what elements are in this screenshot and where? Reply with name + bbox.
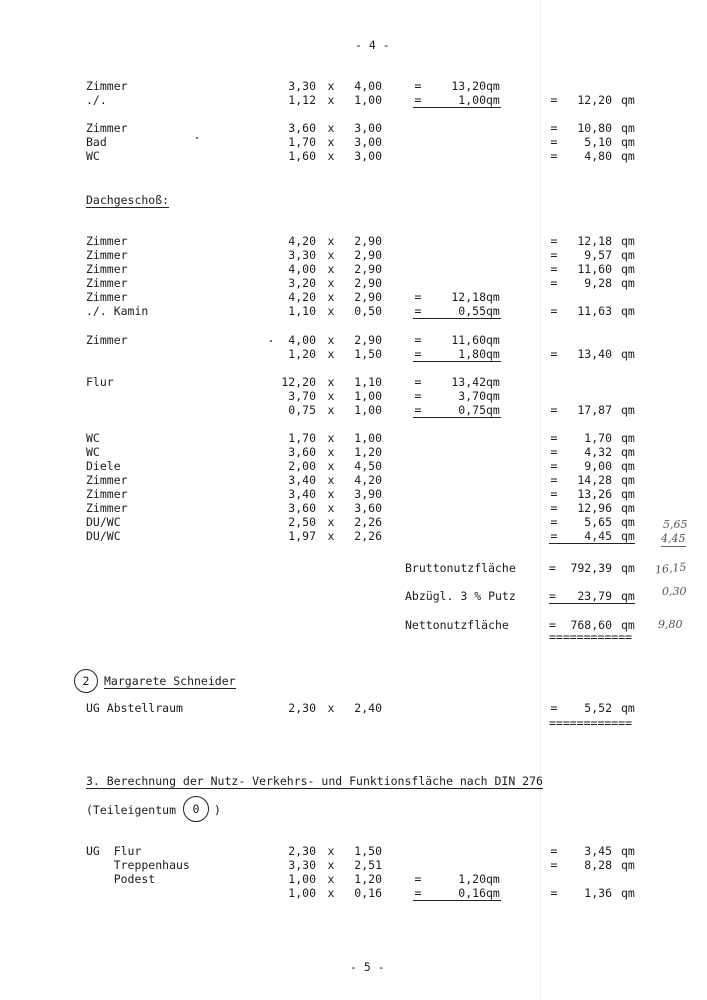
row-sub-eq: = — [414, 333, 422, 347]
row-total-unit: qm — [621, 529, 635, 543]
double-underline-abstell: ============ — [549, 716, 633, 730]
row-total-eq: = — [550, 501, 558, 515]
row-total-eq: = — [550, 515, 558, 529]
row-dim-b: 1,00 — [354, 389, 382, 403]
total-underline — [549, 530, 635, 544]
handwritten-note-2: 4,45 — [661, 532, 686, 545]
row-dim-a: 3,30 — [288, 858, 316, 872]
row-times: x — [327, 473, 335, 487]
row-total-eq: = — [550, 529, 558, 543]
summary-eq-netto: = — [549, 618, 556, 632]
row-total-eq: = — [550, 347, 558, 361]
summary-unit-netto: qm — [621, 618, 635, 632]
row-sub-eq: = — [414, 304, 422, 318]
handwritten-note-4: 0,30 — [662, 585, 687, 598]
row-total-eq: = — [550, 445, 558, 459]
scan-speck — [196, 137, 198, 139]
row-total-value: 14,28 — [577, 473, 612, 487]
summary-value-putz: 23,79 — [577, 589, 612, 603]
row-times: x — [327, 858, 335, 872]
row-total-eq: = — [550, 403, 558, 417]
scan-speck — [270, 340, 272, 342]
summary-label-putz: Abzügl. 3 % Putz — [405, 589, 516, 603]
row-total-value: 5,10 — [584, 135, 612, 149]
row-total-value: 5,65 — [584, 515, 612, 529]
row-total-unit: qm — [621, 248, 635, 262]
row-total-unit: qm — [621, 701, 635, 715]
section-title: 3. Berechnung der Nutz- Verkehrs- und Funktionsfläche nach DIN 276 — [86, 774, 543, 788]
handwritten-note-5: 9,80 — [658, 618, 683, 631]
row-label: Zimmer — [86, 473, 128, 487]
row-times: x — [327, 290, 335, 304]
owner-name: Margarete Schneider — [104, 674, 236, 688]
row-total-eq: = — [550, 701, 558, 715]
footer-page-number: - 5 - — [350, 960, 385, 974]
summary-value-netto: 768,60 — [570, 618, 612, 632]
row-dim-a: 1,00 — [288, 872, 316, 886]
row-times: x — [327, 93, 335, 107]
row-dim-b: 4,20 — [354, 473, 382, 487]
owner-number-circle — [74, 669, 98, 693]
row-total-eq: = — [550, 473, 558, 487]
row-dim-a: 3,30 — [288, 248, 316, 262]
row-total-value: 4,45 — [584, 529, 612, 543]
row-dim-a: 4,20 — [288, 290, 316, 304]
row-total-unit: qm — [621, 515, 635, 529]
row-sub-unit: qm — [486, 403, 500, 417]
row-sub-value: 12,18 — [451, 290, 486, 304]
summary-eq-brutto: = — [549, 561, 556, 575]
row-times: x — [327, 304, 335, 318]
row-label: DU/WC — [86, 529, 121, 543]
row-dim-a: 1,00 — [288, 886, 316, 900]
row-label: Treppenhaus — [86, 858, 190, 872]
row-total-eq: = — [550, 234, 558, 248]
header-page-number: - 4 - — [355, 38, 390, 52]
row-dim-b: 2,90 — [354, 333, 382, 347]
summary-unit-putz: qm — [621, 589, 635, 603]
row-times: x — [327, 333, 335, 347]
row-label: Zimmer — [86, 487, 128, 501]
row-sub-unit: qm — [486, 333, 500, 347]
row-total-unit: qm — [621, 93, 635, 107]
row-dim-a: 3,60 — [288, 501, 316, 515]
row-dim-a: 4,20 — [288, 234, 316, 248]
row-times: x — [327, 459, 335, 473]
row-times: x — [327, 248, 335, 262]
row-total-eq: = — [550, 487, 558, 501]
row-dim-a: 1,12 — [288, 93, 316, 107]
row-total-unit: qm — [621, 487, 635, 501]
row-dim-b: 2,90 — [354, 276, 382, 290]
row-dim-b: 4,00 — [354, 79, 382, 93]
row-times: x — [327, 501, 335, 515]
row-sub-value: 1,00 — [458, 93, 486, 107]
row-total-unit: qm — [621, 304, 635, 318]
row-dim-b: 0,50 — [354, 304, 382, 318]
row-dim-a: 1,20 — [288, 347, 316, 361]
row-times: x — [327, 487, 335, 501]
row-times: x — [327, 347, 335, 361]
row-total-value: 4,80 — [584, 149, 612, 163]
summary-label-netto: Nettonutzfläche — [405, 618, 509, 632]
row-label: Zimmer — [86, 248, 128, 262]
row-total-value: 3,45 — [584, 844, 612, 858]
row-label: ./. — [86, 93, 107, 107]
row-sub-unit: qm — [486, 304, 500, 318]
row-times: x — [327, 515, 335, 529]
row-label: Zimmer — [86, 333, 128, 347]
row-dim-b: 2,26 — [354, 515, 382, 529]
row-total-value: 13,26 — [577, 487, 612, 501]
row-sub-eq: = — [414, 79, 422, 93]
row-total-unit: qm — [621, 459, 635, 473]
row-dim-a: 4,00 — [288, 262, 316, 276]
row-total-value: 8,28 — [584, 858, 612, 872]
row-total-eq: = — [550, 459, 558, 473]
row-label: Diele — [86, 459, 121, 473]
row-dim-a: 1,70 — [288, 135, 316, 149]
row-dim-b: 1,50 — [354, 844, 382, 858]
row-total-value: 10,80 — [577, 121, 612, 135]
row-total-unit: qm — [621, 445, 635, 459]
row-sub-value: 11,60 — [451, 333, 486, 347]
row-dim-b: 2,26 — [354, 529, 382, 543]
row-times: x — [327, 403, 335, 417]
row-label: Zimmer — [86, 276, 128, 290]
subtotal-underline — [413, 305, 501, 319]
row-dim-b: 1,10 — [354, 375, 382, 389]
row-total-unit: qm — [621, 844, 635, 858]
summary-eq-putz: = — [549, 589, 635, 604]
row-total-unit: qm — [621, 501, 635, 515]
row-total-unit: qm — [621, 858, 635, 872]
row-dim-b: 4,50 — [354, 459, 382, 473]
row-label: UG Flur — [86, 844, 142, 858]
row-total-value: 12,96 — [577, 501, 612, 515]
row-times: x — [327, 121, 335, 135]
row-total-unit: qm — [621, 276, 635, 290]
row-sub-unit: qm — [486, 347, 500, 361]
double-underline-netto: ============ — [549, 630, 633, 644]
row-total-eq: = — [550, 886, 558, 900]
row-total-unit: qm — [621, 135, 635, 149]
row-total-value: 12,18 — [577, 234, 612, 248]
row-label: Zimmer — [86, 79, 128, 93]
row-dim-a: 0,75 — [288, 403, 316, 417]
row-total-value: 11,63 — [577, 304, 612, 318]
row-dim-b: 1,00 — [354, 431, 382, 445]
row-total-unit: qm — [621, 473, 635, 487]
row-total-value: 9,00 — [584, 459, 612, 473]
row-times: x — [327, 701, 335, 715]
row-dim-b: 2,90 — [354, 248, 382, 262]
row-sub-eq: = — [414, 886, 422, 900]
teileigentum-number-circle — [183, 796, 209, 822]
row-dim-a: 1,60 — [288, 149, 316, 163]
row-sub-unit: qm — [486, 872, 500, 886]
row-sub-unit: qm — [486, 290, 500, 304]
row-total-eq: = — [550, 149, 558, 163]
row-label: Flur — [86, 375, 114, 389]
row-total-value: 17,87 — [577, 403, 612, 417]
row-dim-b: 1,20 — [354, 445, 382, 459]
row-label: WC — [86, 149, 100, 163]
row-dim-b: 3,00 — [354, 121, 382, 135]
row-dim-b: 2,90 — [354, 234, 382, 248]
row-dim-a: 1,97 — [288, 529, 316, 543]
row-dim-a: 12,20 — [281, 375, 316, 389]
summary-unit-brutto: qm — [621, 561, 635, 575]
row-dim-b: 3,00 — [354, 149, 382, 163]
row-dim-a: 3,60 — [288, 445, 316, 459]
row-total-eq: = — [550, 844, 558, 858]
row-dim-a: 3,40 — [288, 487, 316, 501]
subtotal-underline — [413, 348, 501, 362]
handwritten-note-3: 16,15 — [654, 560, 688, 577]
row-total-unit: qm — [621, 262, 635, 276]
row-total-eq: = — [550, 121, 558, 135]
row-dim-a: 2,50 — [288, 515, 316, 529]
row-times: x — [327, 262, 335, 276]
row-label: WC — [86, 431, 100, 445]
row-total-eq: = — [550, 93, 558, 107]
row-dim-b: 2,40 — [354, 701, 382, 715]
row-total-unit: qm — [621, 431, 635, 445]
row-sub-unit: qm — [486, 93, 500, 107]
row-times: x — [327, 276, 335, 290]
row-sub-value: 0,16 — [458, 886, 486, 900]
page-fold-shadow — [540, 0, 541, 1000]
handwritten-note-1: 5,65 — [663, 518, 688, 531]
row-total-value: 13,40 — [577, 347, 612, 361]
row-sub-eq: = — [414, 347, 422, 361]
row-sub-value: 0,75 — [458, 403, 486, 417]
row-sub-unit: qm — [486, 886, 500, 900]
row-dim-a: 2,30 — [288, 701, 316, 715]
teileigentum-prefix: (Teileigentum — [86, 803, 177, 817]
row-label: Podest — [86, 872, 156, 886]
row-times: x — [327, 445, 335, 459]
row-dim-b: 2,90 — [354, 290, 382, 304]
row-total-value: 9,28 — [584, 276, 612, 290]
row-times: x — [327, 149, 335, 163]
subtotal-underline — [413, 404, 501, 418]
row-dim-a: 1,70 — [288, 431, 316, 445]
row-label: UG Abstellraum — [86, 701, 183, 715]
row-label: Zimmer — [86, 234, 128, 248]
owner-number: 2 — [82, 674, 90, 688]
row-label: Zimmer — [86, 501, 128, 515]
row-dim-a: 3,20 — [288, 276, 316, 290]
summary-label-brutto: Bruttonutzfläche — [405, 561, 516, 575]
row-times: x — [327, 872, 335, 886]
row-total-unit: qm — [621, 403, 635, 417]
row-total-value: 4,32 — [584, 445, 612, 459]
row-times: x — [327, 375, 335, 389]
row-label: Zimmer — [86, 290, 128, 304]
row-dim-a: 4,00 — [288, 333, 316, 347]
row-label: ./. Kamin — [86, 304, 149, 318]
subtotal-underline — [413, 887, 501, 901]
row-dim-b: 0,16 — [354, 886, 382, 900]
row-sub-value: 13,20 — [451, 79, 486, 93]
row-total-value: 1,70 — [584, 431, 612, 445]
row-sub-value: 3,70 — [458, 389, 486, 403]
row-dim-b: 2,51 — [354, 858, 382, 872]
row-sub-unit: qm — [486, 375, 500, 389]
row-label: Bad — [86, 135, 107, 149]
row-sub-value: 0,55 — [458, 304, 486, 318]
row-label: Zimmer — [86, 121, 128, 135]
row-times: x — [327, 234, 335, 248]
row-total-unit: qm — [621, 347, 635, 361]
row-sub-eq: = — [414, 290, 422, 304]
row-sub-unit: qm — [486, 389, 500, 403]
row-dim-b: 3,00 — [354, 135, 382, 149]
row-dim-b: 1,00 — [354, 93, 382, 107]
row-dim-a: 3,60 — [288, 121, 316, 135]
row-total-value: 11,60 — [577, 262, 612, 276]
row-sub-eq: = — [414, 389, 422, 403]
row-times: x — [327, 135, 335, 149]
row-sub-eq: = — [414, 403, 422, 417]
row-total-value: 1,36 — [584, 886, 612, 900]
row-total-unit: qm — [621, 121, 635, 135]
row-label: Zimmer — [86, 262, 128, 276]
row-dim-b: 1,50 — [354, 347, 382, 361]
row-sub-value: 1,20 — [458, 872, 486, 886]
row-dim-b: 1,00 — [354, 403, 382, 417]
dachgeschoss-heading: Dachgeschoß: — [86, 193, 170, 207]
row-total-unit: qm — [621, 149, 635, 163]
summary-value-brutto: 792,39 — [570, 561, 612, 575]
row-dim-a: 3,40 — [288, 473, 316, 487]
row-times: x — [327, 529, 335, 543]
row-dim-a: 3,70 — [288, 389, 316, 403]
row-times: x — [327, 79, 335, 93]
row-total-value: 5,52 — [584, 701, 612, 715]
row-total-unit: qm — [621, 886, 635, 900]
row-dim-a: 2,00 — [288, 459, 316, 473]
row-sub-eq: = — [414, 93, 422, 107]
teileigentum-suffix: ) — [214, 803, 221, 817]
row-total-eq: = — [550, 248, 558, 262]
row-times: x — [327, 844, 335, 858]
row-sub-eq: = — [414, 375, 422, 389]
row-dim-a: 1,10 — [288, 304, 316, 318]
row-times: x — [327, 431, 335, 445]
row-sub-unit: qm — [486, 79, 500, 93]
row-label: DU/WC — [86, 515, 121, 529]
row-dim-b: 1,20 — [354, 872, 382, 886]
teileigentum-number: 0 — [192, 802, 200, 816]
row-dim-b: 2,90 — [354, 262, 382, 276]
row-total-eq: = — [550, 262, 558, 276]
row-total-eq: = — [550, 431, 558, 445]
row-dim-a: 3,30 — [288, 79, 316, 93]
row-label: WC — [86, 445, 100, 459]
row-total-value: 9,57 — [584, 248, 612, 262]
row-times: x — [327, 389, 335, 403]
subtotal-underline — [413, 94, 501, 108]
row-total-eq: = — [550, 858, 558, 872]
row-total-unit: qm — [621, 234, 635, 248]
row-total-value: 12,20 — [577, 93, 612, 107]
row-sub-value: 13,42 — [451, 375, 486, 389]
row-total-eq: = — [550, 304, 558, 318]
row-sub-value: 1,80 — [458, 347, 486, 361]
row-total-eq: = — [550, 135, 558, 149]
row-times: x — [327, 886, 335, 900]
row-dim-a: 2,30 — [288, 844, 316, 858]
row-dim-b: 3,60 — [354, 501, 382, 515]
row-total-eq: = — [550, 276, 558, 290]
row-dim-b: 3,90 — [354, 487, 382, 501]
row-sub-eq: = — [414, 872, 422, 886]
